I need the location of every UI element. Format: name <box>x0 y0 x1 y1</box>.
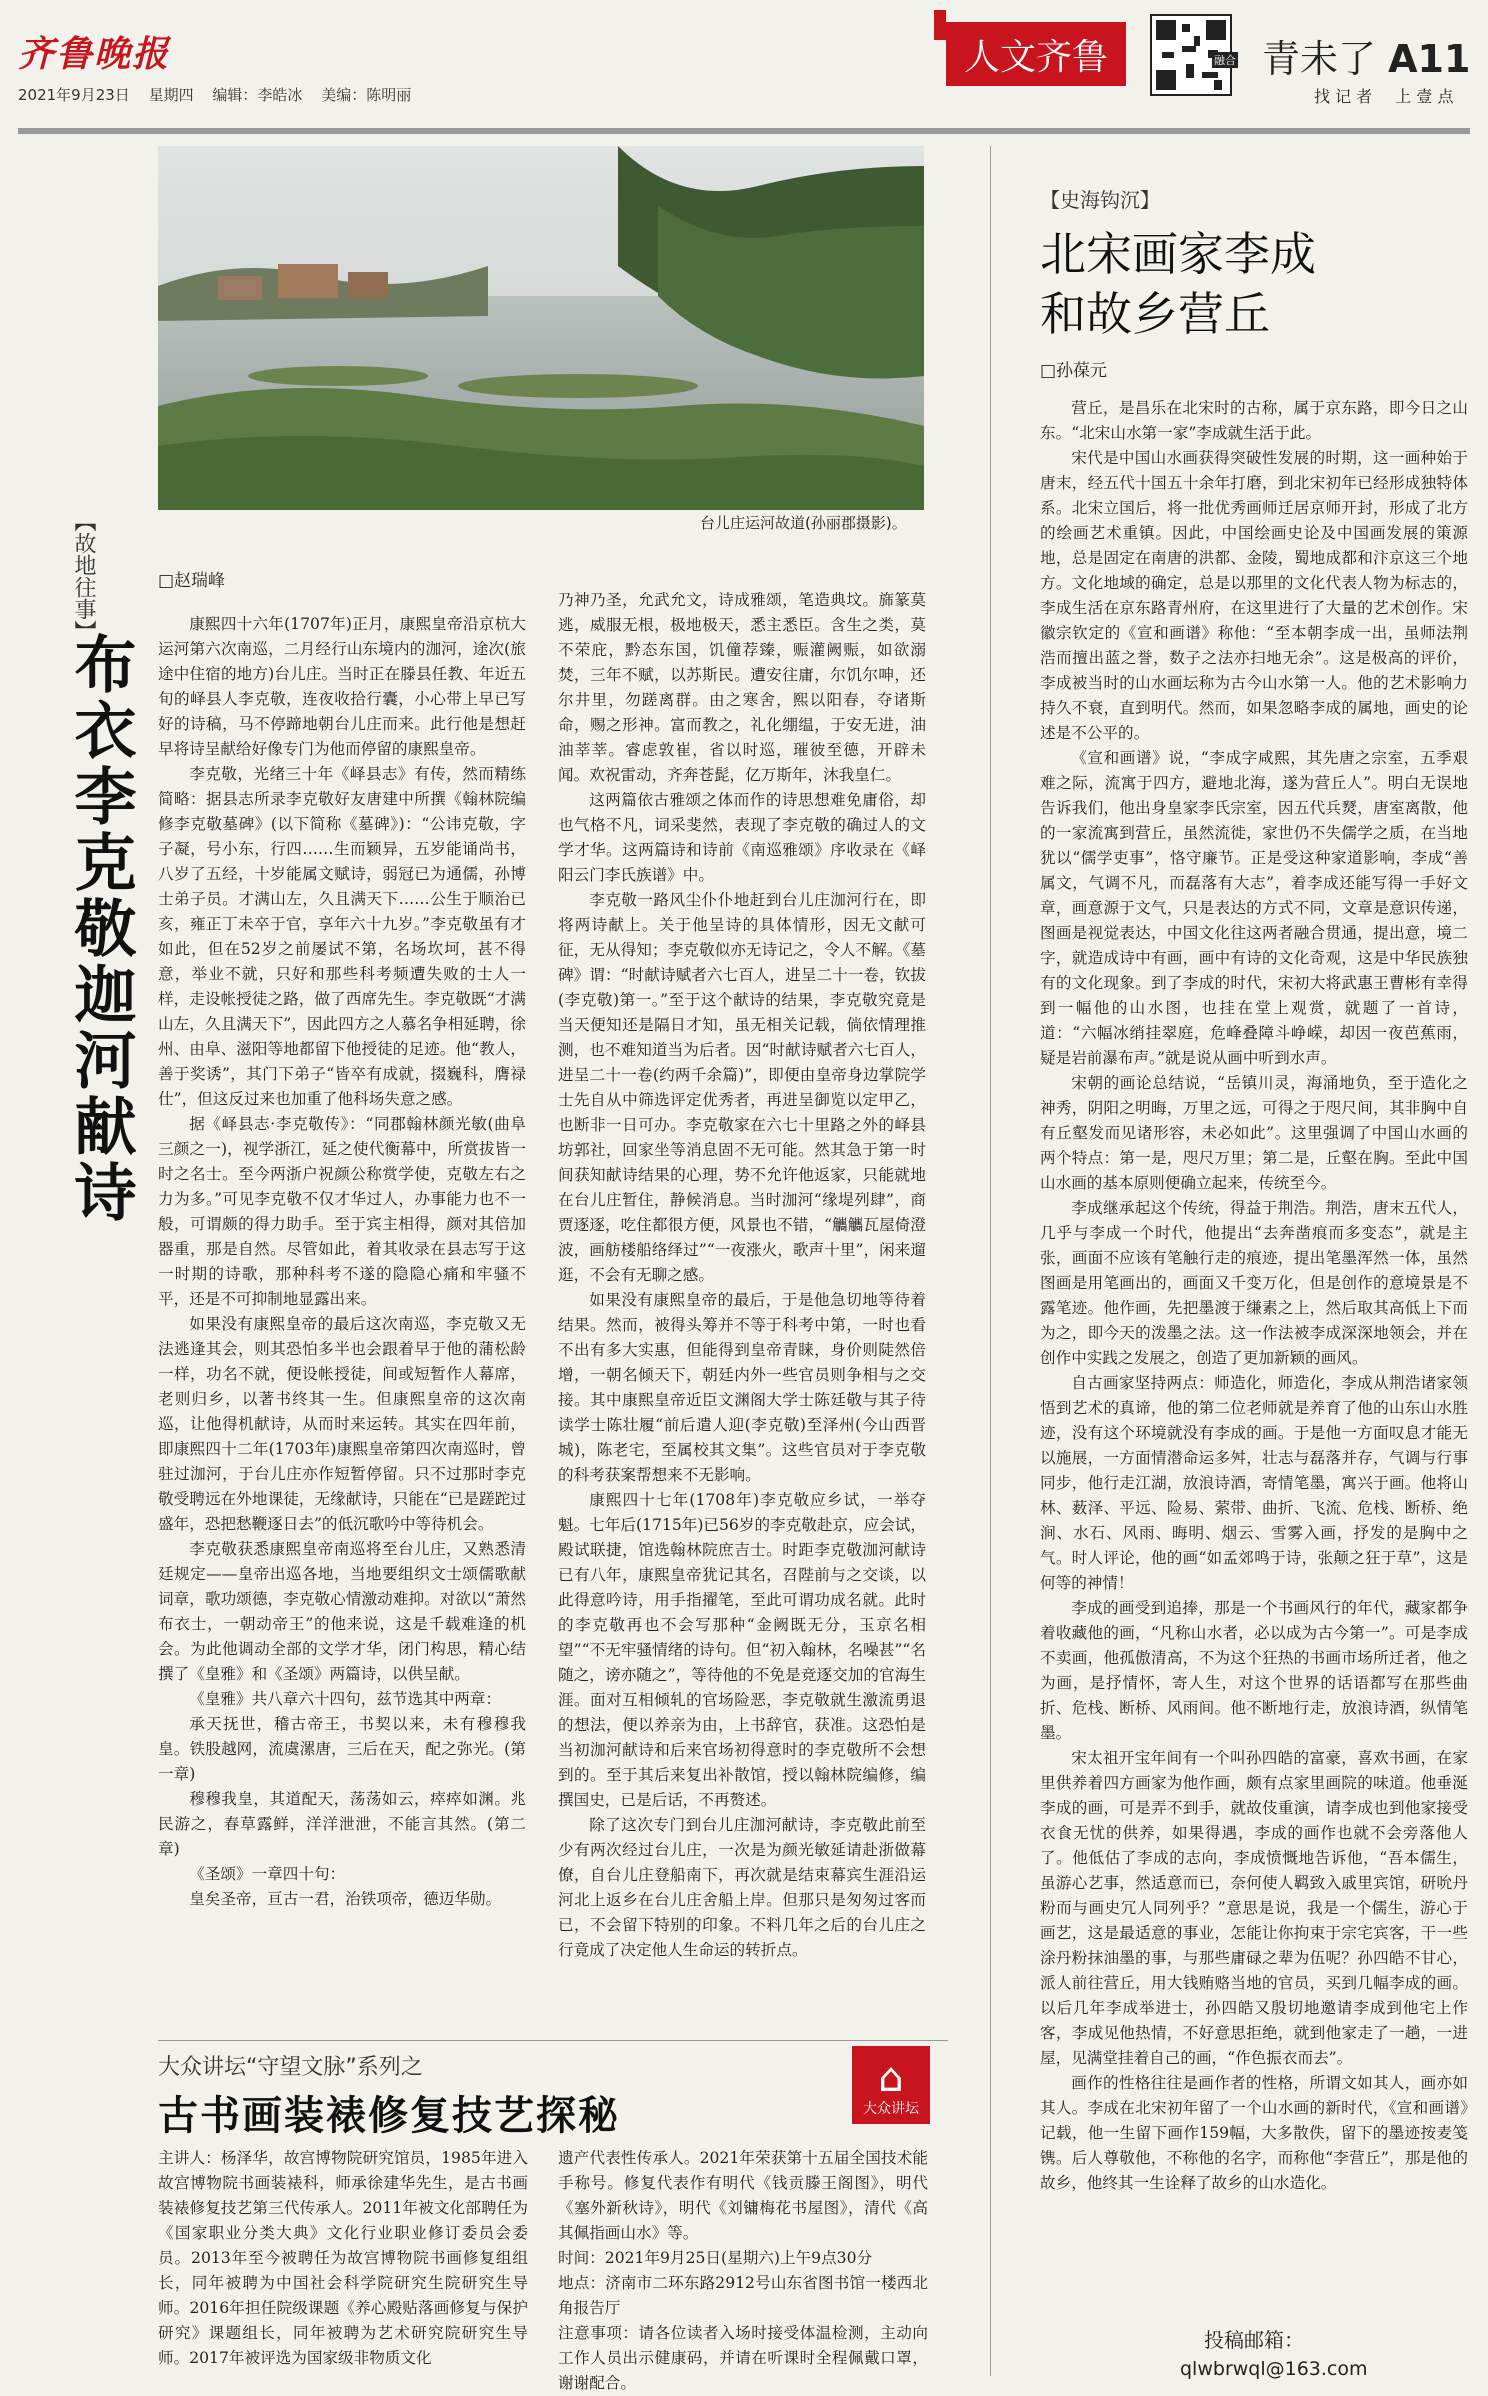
article-title: 布衣李克敬迦河献诗 <box>64 632 137 1226</box>
paragraph: 如果没有康熙皇帝的最后，于是他急切地等待着结果。然而，被得头筹并不等于科考中第，一时也看不出有多大实惠，但能得到皇帝青睐，身价则陡然倍增，一朝名倾天下，朝廷内外一些官员则争相与之交接。其中康熙皇帝近臣文渊阁大学士陈廷敬与其子待读学士陈壮履“前后遣人迎(李克敬)至泽州(今山西晋城)，陈老宅，至属校其文集”。这些官员对于李克敬的科考获案帮想来不无影响。 <box>558 1291 926 1484</box>
canal-photo <box>158 146 924 510</box>
paragraph: 《宣和画谱》说，“李成字咸熙，其先唐之宗室，五季艰难之际，流寓于四方，避地北海，遂为营丘人”。明白无误地告诉我们，他出身皇家李氏宗室，因五代兵燹，唐室离散，他的一家流寓到营丘，虽然流徙，家世仍不失儒学之质，在当地犹以“儒学吏事”，恪守廉节。正是受这种家道影响，李成“善属文，气调不凡，而磊落有大志”，着李成还能写得一手好文章，画意源于文气，只是表达的方式不同，文章是意识传递，图画是视觉表达，中国文化往这两者融合贯通，提出意，境二字，就造成诗中有画，画中有诗的文化奇观，这是中华民族独有的文化现象。到了李成的时代，宋初大将武惠王曹彬有幸得到一幅他的山水图，也挂在堂上观赏，就题了一首诗，道：“六幅冰绡挂翠庭，危峰叠障斗峥嵘，却因一夜芭蕉雨，疑是岩前瀑布声。”就是说从画中听到水声。 <box>1040 749 1468 1067</box>
title-line: 和故乡营丘 <box>1040 287 1270 341</box>
poem-stanza: 承天抚世，稽古帝王，书契以来，未有穆穆我皇。铁股越网，流虞漯唐，三后在天，配之弥光。(第一章) <box>158 1715 526 1783</box>
paragraph: 李克敬，光绪三十年《峄县志》有传，然而精练简略：据县志所录李克敬好友唐建中所撰《翰林院编修李克敬墓碑》(以下简称《墓碑》)：“公讳克敬，字子凝，号小东，行四……生而颖异，五岁能诵尚书，八岁了五经，十岁能属文赋诗，弱冠已为通儒，孙博士弟子员。才满山左，久且满天下……公生于顺治已亥，雍正丁未卒于官，享年六十九岁。”李克敬虽有才如此，但在52岁之前屡试不第，名场坎坷，甚不得意，举业不就，只好和那些科考频遭失败的士人一样，走设帐授徒之路，做了西席先生。李克敬既“才满山左，久且满天下”，因此四方之人慕名争相延聘，徐州、由阜、滋阳等地都留下他授徒的足迹。他“教人，善于奖诱”，其门下弟子“皆卒有成就，掇巍科，膺禄仕”，但这反过来也加重了他科场失意之感。 <box>158 765 526 1108</box>
article-byline: □赵瑞峰 <box>158 571 226 591</box>
right-article-tag: 【史海钩沉】 <box>1040 188 1160 212</box>
lecture-col2 <box>558 2146 928 2392</box>
lecture-logo <box>852 2046 930 2124</box>
page-identifier <box>1262 28 1470 83</box>
lecture-speaker: 主讲人：杨泽华，故宫博物院研究馆员，1985年进入故宫博物院书画装裱科，师承徐建华先生，是古书画装裱修复技艺第三代传承人。2011年被文化部聘任为《国家职业分类大典》文化行业职业修订委员会委员。2013年至今被聘任为故宫博物院书画修复组组长，同年被聘为中国社会科学院研究生院研究生导师。2016年担任院级课题《养心殿贴落画修复与保护研究》课题组长，同年被聘为艺术研究院研究生导师。2017年被评选为国家级非物质文化 <box>158 2149 528 2367</box>
column-divider <box>990 146 991 2376</box>
issue-date: 2021年9月23日 <box>18 86 130 104</box>
paragraph: 李成的画受到追捧，那是一个书画风行的年代，藏家都争着收藏他的画，“凡称山水者，必以成为古今第一”。可是李成不卖画，他孤傲清高，不为这个狂热的书画市场所迁者，他之为画，是抒情怀，寄人生，对这个世界的话语都写在那些曲折、危栈、断桥、风雨间。他不断地行走，放浪诗酒，纵情笔墨。 <box>1040 1599 1468 1742</box>
paragraph: 这两篇依古雅颂之体而作的诗思想难免庸俗，却也气格不凡，词采斐然，表现了李克敬的确过人的文学才华。这两篇诗和诗前《南巡雅颂》序收录在《峄阳云门李氏族谱》中。 <box>558 791 926 884</box>
lecture-rule <box>158 2040 948 2041</box>
paragraph: 康熙四十六年(1707年)正月，康熙皇帝沿京杭大运河第六次南巡，二月经行山东境内的泇河，途次(旅途中住宿的地方)台儿庄。当时正在滕县任教、年近五旬的峄县人李克敬，连夜收拾行囊，小心带上早已写好的诗稿，马不停蹄地朝台儿庄而来。此行他是想赶早将诗呈献给好像专门为他而停留的康熙皇帝。 <box>158 615 526 758</box>
paragraph: 《皇雅》共八章六十四句，兹节选其中两章： <box>189 1690 502 1708</box>
app-label[interactable]: 上 壹 点 <box>1395 87 1454 106</box>
title-line: 北宋画家李成 <box>1040 227 1316 281</box>
newspaper-logo: 齐鲁晚报 <box>18 33 171 75</box>
lecture-location: 地点：济南市二环东路2912号山东省图书馆一楼西北角报告厅 <box>558 2274 928 2317</box>
canal-photo-illustration <box>158 146 924 510</box>
article-tag: 【故地往事】 <box>71 510 96 642</box>
section-accent <box>934 10 946 40</box>
masthead-rule <box>18 128 1470 134</box>
section-name: 人文齐鲁 <box>946 22 1126 86</box>
poem-stanza: 穆穆我皇，其道配天，荡荡如云，瘁瘁如渊。兆民游之，春草露鲜，洋洋泄泄，不能言其然。(第二章) <box>158 1790 526 1858</box>
right-article-title <box>1040 224 1316 344</box>
paragraph: 李克敬获悉康熙皇帝南巡将至台儿庄，又熟悉清廷规定——皇帝出巡各地，当地要组织文士颂儒歌献词章，歌功颂德，李克敬心情激动难抑。对欲以“萧然布衣士，一朝动帝王”的他来说，这是千载难逢的机会。为此他调动全部的文学才华，闭门构思，精心结撰了《皇雅》和《圣颂》两篇诗，以供呈献。 <box>158 1540 526 1683</box>
paragraph: 据《峄县志·李克敬传》：“同郡翰林颜光敏(曲阜三颜之一)，视学浙江，延之使代衡幕中，所赏拔皆一时之名士。至今两浙户祝颜公称赏学使，克敬左右之力为多。”可见李克敬不仅才华过人，办事能力也不一般，可谓颇的得力助手。至于宾主相得，颜对其倍加器重，那是自然。尽管如此，着其收录在县志写于这一时期的诗歌，那种科考不遂的隐隐心痛和牢骚不平，还是不可抑制地显露出来。 <box>158 1115 526 1308</box>
paragraph: 李成继承起这个传统，得益于荆浩。荆浩，唐末五代人，几乎与李成一个时代，他提出“去奔凿痕而多变态”，就是主张，画面不应该有笔触行走的痕迹，提出笔墨浑然一体，虽然图画是用笔画出的，画面又千变万化，但是创作的意境景是不露笔迹。他作画，先把墨渡于缣素之上，然后取其高低上下而为之，即今天的泼墨之法。这一作法被李成深深地领会，并在创作中实践之发展之，创造了更加新颖的画风。 <box>1040 1199 1468 1367</box>
page-number: A11 <box>1388 37 1471 81</box>
left-article-col2 <box>558 588 926 2002</box>
paragraph: 营丘，是昌乐在北宋时的古称，属于京东路，即今日之山东。“北宋山水第一家”李成就生活于此。 <box>1040 399 1468 442</box>
photo-caption: 台儿庄运河故道(孙丽郡摄影)。 <box>700 514 907 532</box>
paragraph: 自古画家坚持两点：师造化，师造化，李成从荆浩诸家领悟到艺术的真谛，他的第二位老师就是养育了他的山东山水胜迹，没有这个环境就没有李成的画。于是他一方面叹息才能无以施展，一方面情潜命运多舛，壮志与磊落并存，气调与行事同步，他行走江湖，放浪诗酒，寄情笔墨，寓兴于画。他将山林、薮泽、平远、险易、萦带、曲折、飞流、危栈、断桥、绝涧、水石、风雨、晦明、烟云、雪雾入画，抒发的是胸中之气。时人评论，他的画“如孟郊鸣于诗，张颠之狂于草”，这是何等的神情！ <box>1040 1374 1468 1592</box>
designer-credit: 美编：陈明丽 <box>321 86 412 104</box>
poem-stanza: 乃神乃圣，允武允文，诗成雅颂，笔造典坟。旆篆莫逃，威服无根，极地极天，悉主悉臣。含生之类，莫不荣庇，黔态东国，饥僮荐臻，赈灌阙赈，如欲溺焚，三年不赋，以苏斯民。遭安往庸，尔饥尔呻，还尔井里，勿蹉离群。由之寒舍，熙以阳春，夺诸斯命，赐之形神。富而教之，礼化绷缊，于安无进，油油莘莘。睿虑敦崔，省以时巡，璀彼至德，开辟未闻。欢祝雷动，齐奔苍髭，亿万斯年，沐我皇仁。 <box>558 591 926 784</box>
paragraph: 除了这次专门到台儿庄泇河献诗，李克敬此前至少有两次经过台儿庄，一次是为颜光敏延请赴浙做幕僚，自台儿庄登船南下，再次就是结束幕宾生涯沿运河北上返乡在台儿庄舍船上岸。但那只是匆匆过客而已，不会留下特别的印象。不料几年之后的台儿庄之行竟成了决定他人生命运的转折点。 <box>558 1816 926 1959</box>
paragraph: 宋太祖开宝年间有一个叫孙四皓的富豪，喜欢书画，在家里供养着四方画家为他作画，颇有点家里画院的味道。他垂涎李成的画，可是弄不到手，就故伎重演，请李成也到他家接受衣食无忧的供养，如果得遇，李成的画作也就不会旁落他人了。他低估了李成的志向，李成愤慨地告诉他，“吾本儒生，虽游心艺事，然适意而已，奈何使人羁致入戚里宾馆，研吮丹粉而与画史冗人同列乎？”意思是说，我是一个儒生，游心于画艺，这是最适意的事业，怎能让你拘束于宗宅宾客，干一些涂丹粉抹油墨的事，与那些庸碌之辈为伍呢？孙四皓不甘心，派人前往营丘，用大钱贿赂当地的官员，买到几幅李成的画。以后几年李成举进士，孙四皓又殷切地邀请李成到他宅上作客，李成见他热情，不好意思拒绝，就到他家走了一趟，一进屋，见满堂挂着自己的画，“作色振衣而去”。 <box>1040 1749 1468 2067</box>
find-reporter-label[interactable]: 找 记 者 <box>1314 87 1373 106</box>
poem-stanza: 皇矣圣帝，亘古一君，治铁项帝，德迈华勋。 <box>189 1890 502 1908</box>
paragraph: 李克敬一路风尘仆仆地赶到台儿庄泇河行在，即将两诗献上。关于他呈诗的具体情形，因无文献可征，无从得知；李克敬似亦无诗记之，令人不解。《墓碑》谓：“时献诗赋者六七百人，进呈二十一卷，钦拔(李克敬)第一。”至于这个献诗的结果，李克敬究竟是当天便知还是隔日才知，虽无相关记载，倘依情理推测，也不难知道当为后者。因“时献诗赋者六七百人，进呈二十一卷(约两千余篇)”，即便由皇帝身边掌院学士先自从中筛选评定优秀者，再进呈御览以定甲乙，也断非一日可办。李克敬家在六七十里路之外的峄县坊郭社，回家坐等消息固不无可能。然其急于第一时间获知献诗结果的心理，势不允许他返家，只能就地在台儿庄暂住，静候消息。当时泇河“缘堤列肆”，商贾逐逐，吃住都很方便，风景也不错，“觿觿瓦屋倚澄波，画舫楼船络绎过”“一夜涨火，歌声十里”，闲来遛逛，不会有无聊之感。 <box>558 891 926 1284</box>
column-name: 青未了 <box>1262 37 1377 81</box>
left-article-col1 <box>158 612 526 2002</box>
lecture-col1 <box>158 2146 528 2378</box>
lecture-subtitle: 大众讲坛“守望文脉”系列之 <box>158 2055 423 2080</box>
qr-label: 融合 <box>1214 54 1236 67</box>
lecture-logo-icon: ⌂ <box>878 2055 904 2101</box>
lecture-info: 遗产代表性传承人。2021年荣获第十五届全国技术能手称号。修复代表作有明代《钱贡滕王阁图》，明代《塞外新秋诗》，明代《刘镛梅花书屋图》，清代《高其佩指画山水》等。 <box>558 2149 928 2242</box>
masthead-info <box>18 84 425 105</box>
lecture-notice: 注意事项：请各位读者入场时接受体温检测，主动向工作人员出示健康码，并请在听课时全程佩戴口罩，谢谢配合。 <box>558 2324 928 2392</box>
paragraph: 宋代是中国山水画获得突破性发展的时期，这一画种始于唐末，经五代十国五十余年打磨，到北宋初年已经形成独特体系。北宋立国后，将一批优秀画师迁居京师开封，形成了北方的绘画艺术重镇。因此，中国绘画史论及中国画发展的策源地，总是固定在南唐的洪都、金陵，蜀地成都和汴京这三个地方。文化地域的确定，总是以那里的文化代表人物为标志的，李成生活在京东路青州府，在这里进行了大量的艺术创作。宋徽宗钦定的《宣和画谱》称他：“至本朝李成一出，虽师法荆浩而擅出蓝之誉，数子之法亦扫地无余”。这是极高的评价，李成被当时的山水画坛称为古今山水第一人。他的艺术影响力持久不衰，直到明代。然而，如果忽略李成的属地，画史的论述是不公平的。 <box>1040 449 1468 742</box>
paragraph: 《圣颂》一章四十句： <box>189 1865 346 1883</box>
lecture-time: 时间：2021年9月25日(星期六)上午9点30分 <box>558 2249 873 2267</box>
paragraph: 画作的性格往往是画作者的性格，所谓文如其人，画亦如其人。李成在北宋初年留了一个山水画的新时代，《宣和画谱》记载，他一生留下画作159幅，大多散佚，留下的墨迹按麦笺镌。后人尊敬他，不称他的名字，而称他“李营丘”，那是他的故乡，他终其一生诠释了故乡的山水造化。 <box>1040 2074 1468 2192</box>
right-article-byline: □孙葆元 <box>1040 361 1108 381</box>
reporter-links <box>1296 84 1453 107</box>
right-article-body <box>1040 396 1468 2316</box>
lecture-title: 古书画装裱修复技艺探秘 <box>158 2093 620 2139</box>
editor-credit: 编辑：李皓冰 <box>212 86 303 104</box>
issue-weekday: 星期四 <box>148 86 194 104</box>
lecture-logo-text: 大众讲坛 <box>863 2101 919 2117</box>
submission-label: 投稿邮箱： <box>1204 2328 1304 2352</box>
submission-email[interactable]: qlwbrwql@163.com <box>1180 2358 1368 2380</box>
paragraph: 如果没有康熙皇帝的最后这次南巡，李克敬又无法逃逢其会，则其恐怕多半也会跟着早于他的蒲松龄一样，功名不就，便设帐授徒，间或短暂作人幕席，老则归乡，以著书终其一生。但康熙皇帝的这次南巡，让他得机献诗，从而时来运转。其实在四年前，即康熙四十二年(1703年)康熙皇帝第四次南巡时，曾驻过泇河，于台儿庄亦作短暂停留。只不过那时李克敬受聘远在外地课徒，无缘献诗，只能在“已是蹉跎过盛年，恐把愁鞭逐日去”的低沉歌吟中等待机会。 <box>158 1315 526 1533</box>
paragraph: 宋朝的画论总结说，“岳镇川灵，海涌地负，至于造化之神秀，阴阳之明晦，万里之远，可得之于咫尺间，其非胸中自有丘壑发而见诸形容，未必如此”。这里强调了中国山水画的两个特点：第一是，咫尺万里；第二是，丘壑在胸。至此中国山水画的基本原则便确立起来，传统至今。 <box>1040 1074 1468 1192</box>
paragraph: 康熙四十七年(1708年)李克敬应乡试，一举夺魁。七年后(1715年)已56岁的李克敬赴京，应会试，殿试联捷，馆选翰林院庶吉士。时距李克敬泇河献诗已有八年，康熙皇帝犹记其名，召陛前与之交谈，以此得意吟诗，用手指擢笔，至此可谓功成名就。此时的李克敬再也不会写那种“金阙既无分，玉京名相望”“不无牢骚情绪的诗句。但“初入翰林，名噪甚”“名随之，谤亦随之”，等待他的不免是竞逐交加的官海生涯。面对互相倾轧的官场险恶，李克敬就生激流勇退的想法，便以养亲为由，上书辞官，获准。这恐怕是当初泇河献诗和后来官场初得意时的李克敬所不会想到的。至于其后来复出补散馆，授以翰林院编修，编撰国史，已是后话，不再赘述。 <box>558 1491 926 1809</box>
